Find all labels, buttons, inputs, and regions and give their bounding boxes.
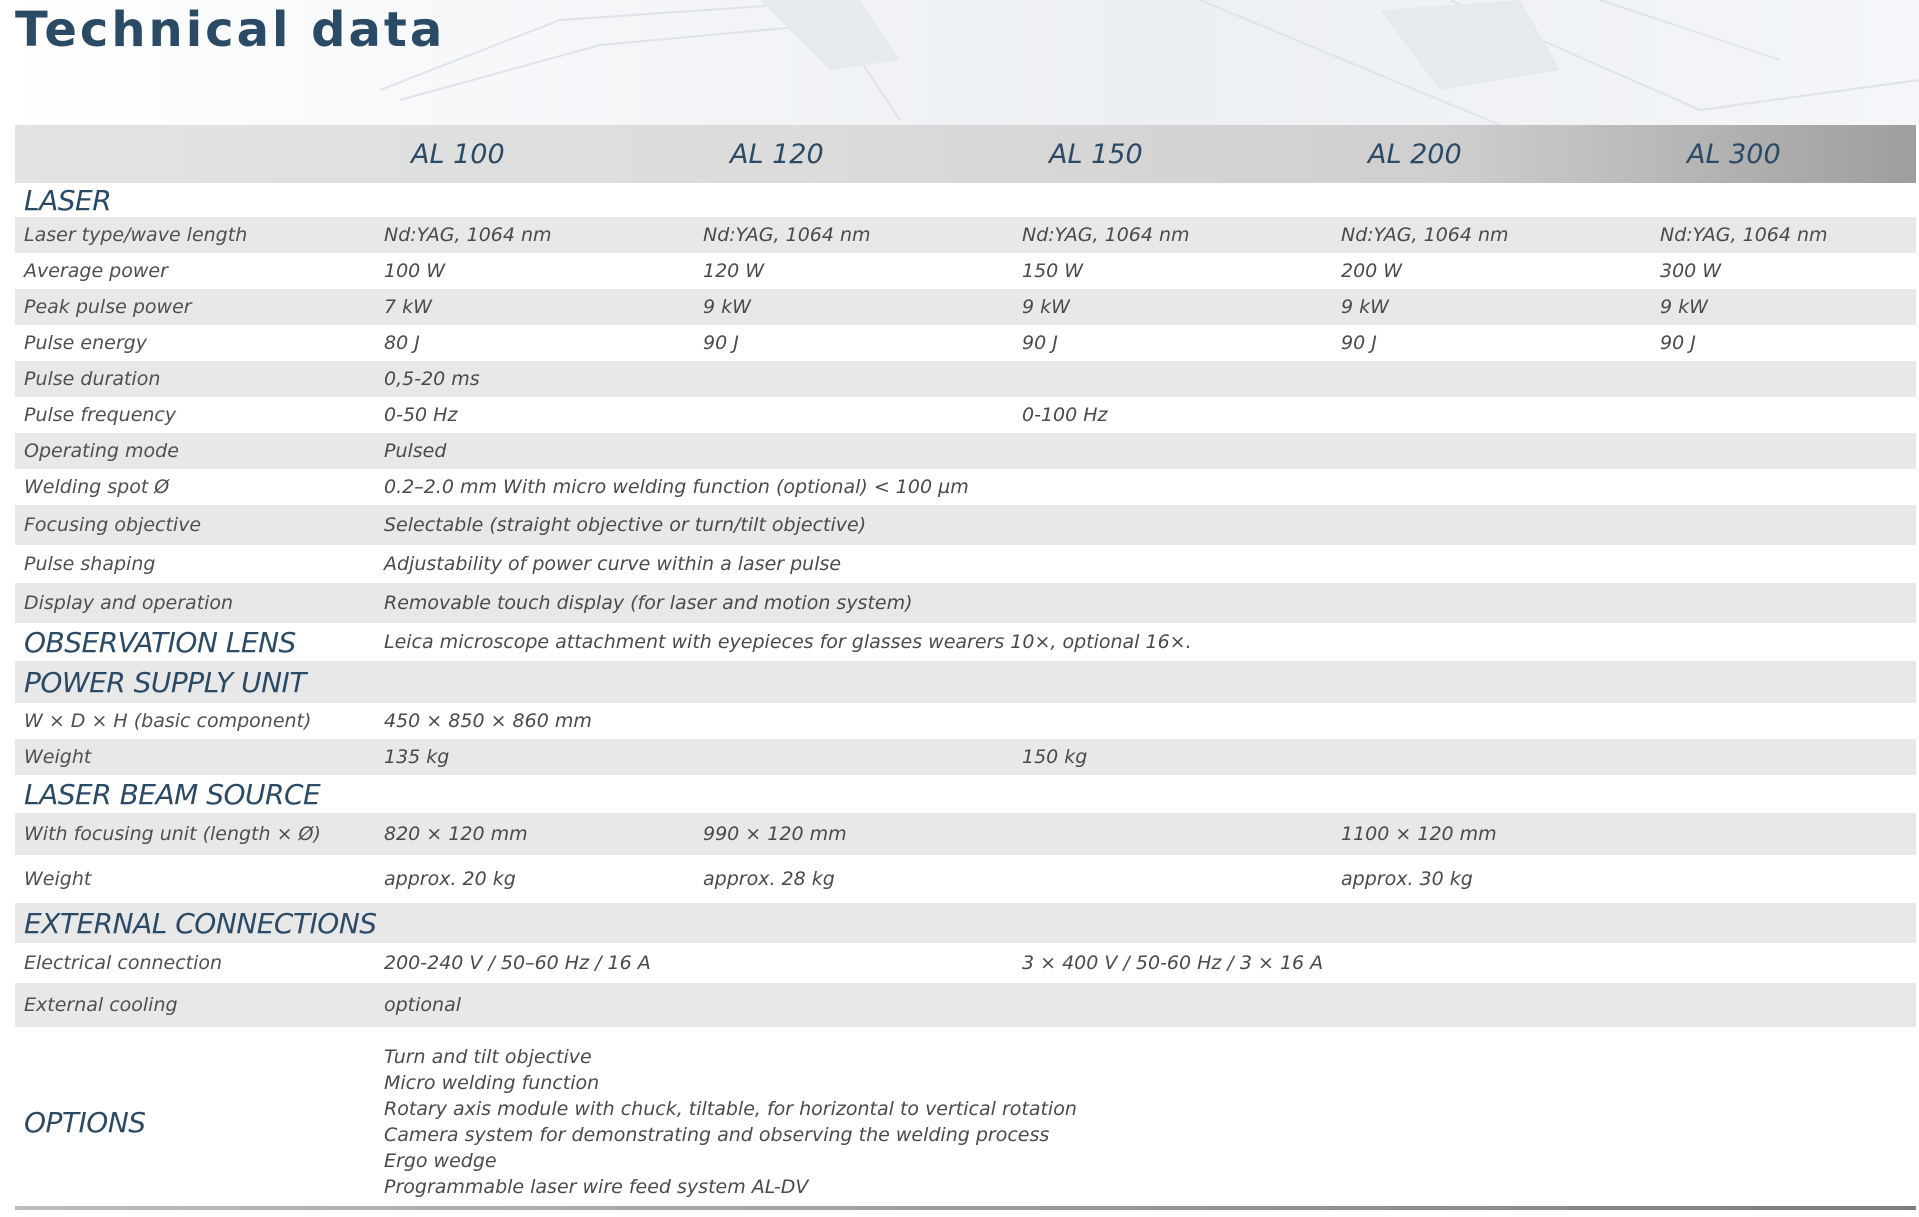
list-item: Ergo wedge bbox=[384, 1150, 497, 1172]
cell-value: Leica microscope attachment with eyepieces for glasses wearers 10×, optional 16×. bbox=[384, 631, 1192, 653]
options-row bbox=[15, 1027, 1916, 1217]
model-header: AL 150 bbox=[1049, 138, 1143, 170]
table-row bbox=[15, 943, 1916, 983]
cell-value: Pulsed bbox=[384, 440, 447, 462]
row-label: Focusing objective bbox=[24, 514, 202, 536]
cell-value: Removable touch display (for laser and motion system) bbox=[384, 592, 913, 614]
section-row bbox=[15, 903, 1916, 943]
row-label: Pulse shaping bbox=[24, 553, 156, 575]
cell-value: 100 W bbox=[384, 260, 446, 282]
list-item: Camera system for demonstrating and observing the welding process bbox=[384, 1124, 1050, 1146]
model-header: AL 200 bbox=[1368, 138, 1462, 170]
table-row bbox=[15, 505, 1916, 545]
bottom-divider bbox=[15, 1206, 1916, 1210]
table-row bbox=[15, 253, 1916, 289]
cell-value: 135 kg bbox=[384, 746, 450, 768]
section-heading-options: OPTIONS bbox=[24, 1105, 146, 1139]
cell-value: Nd:YAG, 1064 nm bbox=[384, 224, 552, 246]
cell-value: 150 kg bbox=[1022, 746, 1088, 768]
cell-value: 90 J bbox=[1022, 332, 1058, 354]
cell-value: 90 J bbox=[1660, 332, 1696, 354]
cell-value: 80 J bbox=[384, 332, 420, 354]
row-label: Peak pulse power bbox=[24, 296, 192, 318]
row-label: Operating mode bbox=[24, 440, 179, 462]
section-heading-laser: LASER bbox=[24, 183, 112, 217]
options-list bbox=[375, 1027, 1916, 1217]
model-header-row bbox=[15, 125, 1916, 183]
page-title: Technical data bbox=[15, 2, 446, 58]
row-label: Weight bbox=[24, 746, 92, 768]
table-row bbox=[15, 703, 1916, 739]
cell-value: Selectable (straight objective or turn/tilt objective) bbox=[384, 514, 867, 536]
cell-value: approx. 28 kg bbox=[703, 868, 835, 890]
section-heading-laser-beam-source: LASER BEAM SOURCE bbox=[24, 777, 321, 811]
cell-value: 200 W bbox=[1341, 260, 1403, 282]
table-row bbox=[15, 325, 1916, 361]
cell-value: 0-100 Hz bbox=[1022, 404, 1108, 426]
cell-value: 90 J bbox=[1341, 332, 1377, 354]
table-row bbox=[15, 469, 1916, 505]
cell-value: approx. 30 kg bbox=[1341, 868, 1473, 890]
header-empty-cell bbox=[15, 125, 375, 183]
section-heading-power-supply: POWER SUPPLY UNIT bbox=[24, 665, 306, 699]
cell-value: 9 kW bbox=[1341, 296, 1389, 318]
cell-value: 9 kW bbox=[1022, 296, 1070, 318]
row-label: Pulse frequency bbox=[24, 404, 177, 426]
list-item: Rotary axis module with chuck, tiltable, for horizontal to vertical rotation bbox=[384, 1098, 1077, 1120]
cell-value: 3 × 400 V / 50-60 Hz / 3 × 16 A bbox=[1022, 952, 1324, 974]
list-item: Programmable laser wire feed system AL-DV bbox=[384, 1176, 809, 1198]
cell-value: Nd:YAG, 1064 nm bbox=[1341, 224, 1509, 246]
table-row bbox=[15, 983, 1916, 1027]
cell-value: Nd:YAG, 1064 nm bbox=[1022, 224, 1190, 246]
technical-data-table bbox=[15, 125, 1916, 1217]
model-header: AL 300 bbox=[1687, 138, 1781, 170]
cell-value: Adjustability of power curve within a laser pulse bbox=[384, 553, 842, 575]
table-row bbox=[15, 583, 1916, 623]
cell-value: 90 J bbox=[703, 332, 739, 354]
cell-value: 0,5-20 ms bbox=[384, 368, 480, 390]
cell-value: optional bbox=[384, 994, 462, 1016]
table-row bbox=[15, 397, 1916, 433]
section-row bbox=[15, 775, 1916, 813]
cell-value: Nd:YAG, 1064 nm bbox=[703, 224, 871, 246]
table-row bbox=[15, 361, 1916, 397]
table-row bbox=[15, 545, 1916, 583]
table-row bbox=[15, 739, 1916, 775]
cell-value: 9 kW bbox=[703, 296, 751, 318]
cell-value: 0.2–2.0 mm With micro welding function (optional) < 100 µm bbox=[384, 476, 969, 498]
model-header: AL 120 bbox=[730, 138, 824, 170]
cell-value: 9 kW bbox=[1660, 296, 1708, 318]
cell-value: approx. 20 kg bbox=[384, 868, 516, 890]
row-label: External cooling bbox=[24, 994, 178, 1016]
section-row bbox=[15, 661, 1916, 703]
cell-value: 0-50 Hz bbox=[384, 404, 458, 426]
row-label: With focusing unit (length × Ø) bbox=[24, 823, 321, 845]
table-row bbox=[15, 433, 1916, 469]
row-label: Pulse energy bbox=[24, 332, 147, 354]
table-row bbox=[15, 855, 1916, 903]
row-label: Electrical connection bbox=[24, 952, 223, 974]
cell-value: 1100 × 120 mm bbox=[1341, 823, 1497, 845]
row-label: Average power bbox=[24, 260, 168, 282]
table-row bbox=[15, 289, 1916, 325]
section-row bbox=[15, 183, 1916, 217]
cell-value: 450 × 850 × 860 mm bbox=[384, 710, 592, 732]
cell-value: 990 × 120 mm bbox=[703, 823, 847, 845]
section-row bbox=[15, 623, 1916, 661]
table-row bbox=[15, 217, 1916, 253]
list-item: Turn and tilt objective bbox=[384, 1046, 592, 1068]
row-label: Laser type/wave length bbox=[24, 224, 248, 246]
cell-value: 820 × 120 mm bbox=[384, 823, 528, 845]
model-header: AL 100 bbox=[411, 138, 505, 170]
cell-value: Nd:YAG, 1064 nm bbox=[1660, 224, 1828, 246]
table-row bbox=[15, 813, 1916, 855]
cell-value: 200-240 V / 50–60 Hz / 16 A bbox=[384, 952, 651, 974]
cell-value: 150 W bbox=[1022, 260, 1084, 282]
row-label: W × D × H (basic component) bbox=[24, 710, 312, 732]
row-label: Welding spot Ø bbox=[24, 476, 170, 498]
row-label: Display and operation bbox=[24, 592, 234, 614]
list-item: Micro welding function bbox=[384, 1072, 600, 1094]
section-heading-observation-lens: OBSERVATION LENS bbox=[24, 625, 296, 659]
section-heading-external-connections: EXTERNAL CONNECTIONS bbox=[24, 906, 377, 940]
row-label: Pulse duration bbox=[24, 368, 161, 390]
cell-value: 120 W bbox=[703, 260, 765, 282]
row-label: Weight bbox=[24, 868, 92, 890]
cell-value: 7 kW bbox=[384, 296, 432, 318]
cell-value: 300 W bbox=[1660, 260, 1722, 282]
